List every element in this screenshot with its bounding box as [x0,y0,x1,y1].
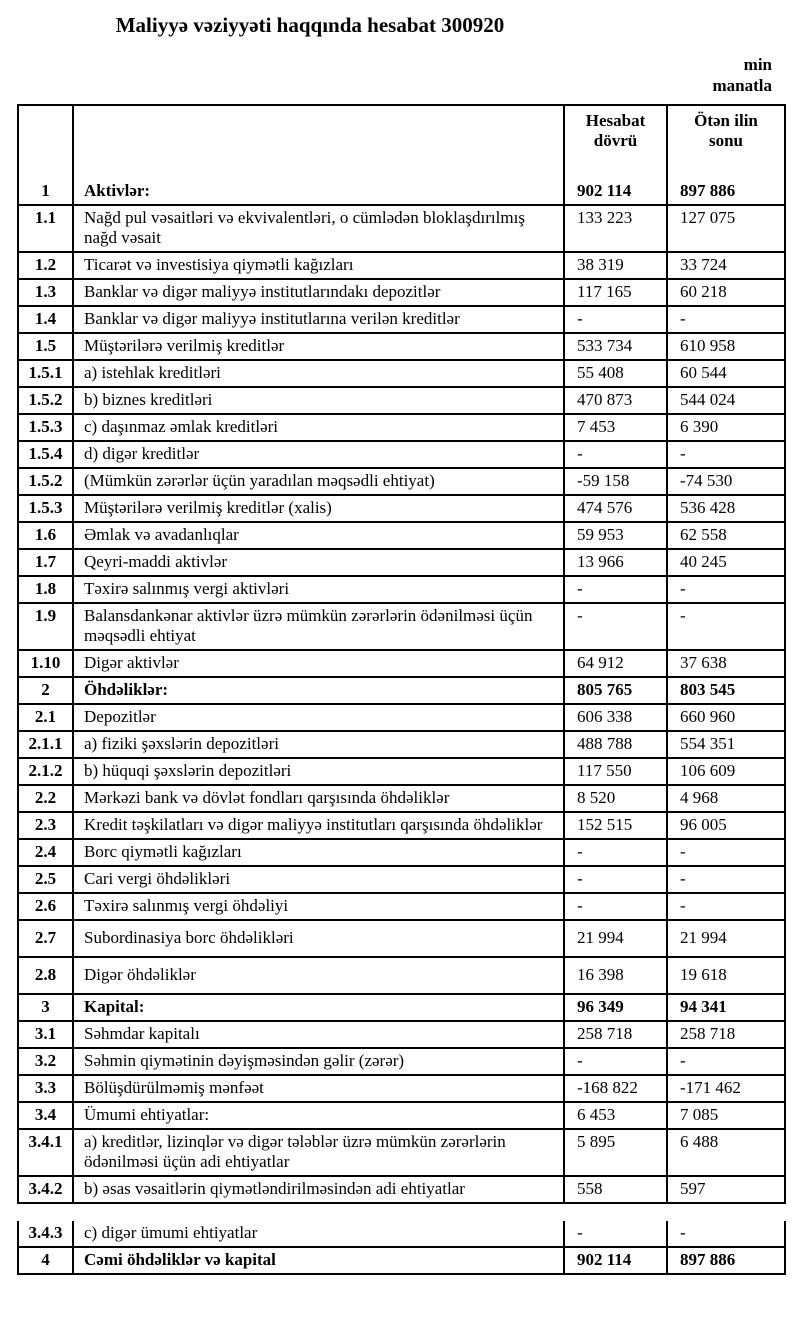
row-number: 3 [41,997,50,1016]
previous-year-value: - [666,1221,784,1246]
current-period-value: - [563,577,666,602]
current-period-value: 470 873 [563,388,666,413]
row-number: 3.3 [34,1078,57,1097]
row-label: Kapital: [72,995,563,1020]
row-number: 1.10 [30,653,61,672]
row-number: 1.5.1 [28,363,63,382]
table-row [19,305,784,332]
current-period-value: 8 520 [563,786,666,811]
table-row [19,838,784,865]
previous-year-value: 94 341 [666,995,784,1020]
row-label: Qeyri-maddi aktivlər [72,550,563,575]
row-number: 1.5 [34,336,57,355]
row-label: Digər aktivlər [72,651,563,676]
row-label: Təxirə salınmış vergi öhdəliyi [72,894,563,919]
row-number: 1.8 [34,579,57,598]
previous-year-value: 803 545 [666,678,784,703]
table-row [19,811,784,838]
previous-year-value: - [666,577,784,602]
row-label: Səhmdar kapitalı [72,1022,563,1047]
current-period-value: - [563,894,666,919]
table-header-row [19,106,784,179]
table-segment-2 [19,1221,784,1273]
current-period-value: - [563,1049,666,1074]
row-number: 4 [41,1250,50,1269]
row-label: Borc qiymətli kağızları [72,840,563,865]
previous-year-value: 4 968 [666,786,784,811]
table-row [19,730,784,757]
current-period-value: 7 453 [563,415,666,440]
row-label: Səhmin qiymətinin dəyişməsindən gəlir (zərər) [72,1049,563,1074]
previous-year-value: 60 218 [666,280,784,305]
header-label [72,106,563,179]
previous-year-value: 60 544 [666,361,784,386]
row-number: 1.5.3 [28,498,63,517]
previous-year-value: - [666,307,784,332]
row-number: 2.1 [34,707,57,726]
row-label: Depozitlər [72,705,563,730]
row-number: 1.5.4 [28,444,63,463]
header-previous-year: Ötən ilin sonu [666,106,784,179]
table-row [19,757,784,784]
current-period-value: 902 114 [563,179,666,204]
row-label: a) fiziki şəxslərin depozitləri [72,732,563,757]
header-row-number [19,106,72,179]
row-number: 3.4.2 [28,1179,63,1198]
previous-year-value: 37 638 [666,651,784,676]
row-number: 1.5.3 [28,417,63,436]
previous-year-value: 597 [666,1177,784,1202]
current-period-value: 133 223 [563,206,666,251]
previous-year-value: 21 994 [666,921,784,956]
previous-year-value: - [666,442,784,467]
row-number: 1.7 [34,552,57,571]
current-period-value: 5 895 [563,1130,666,1175]
row-number: 1.4 [34,309,57,328]
row-label: Banklar və digər maliyyə institutlarındakı depozitlər [72,280,563,305]
table-row [19,1128,784,1175]
row-label: Balansdankənar aktivlər üzrə mümkün zərərlərin ödənilməsi üçün məqsədli ehtiyat [72,604,563,649]
financial-table [17,104,786,1204]
current-period-value: 38 319 [563,253,666,278]
current-period-value: 258 718 [563,1022,666,1047]
row-label: Öhdəliklər: [72,678,563,703]
table-row [19,1020,784,1047]
previous-year-value: 127 075 [666,206,784,251]
table-row [19,575,784,602]
row-number: 2.1.2 [28,761,63,780]
page-title: Maliyyə vəziyyəti haqqında hesabat 300920 [115,13,505,37]
table-row [19,413,784,440]
current-period-value: 55 408 [563,361,666,386]
current-period-value: 533 734 [563,334,666,359]
previous-year-value: 96 005 [666,813,784,838]
row-label: b) əsas vəsaitlərin qiymətləndirilməsindən adi ehtiyatlar [72,1177,563,1202]
row-number: 2 [41,680,50,699]
table-row [19,1175,784,1202]
previous-year-value: 258 718 [666,1022,784,1047]
current-period-value: 21 994 [563,921,666,956]
previous-year-value: -171 462 [666,1076,784,1101]
previous-year-value: - [666,1049,784,1074]
row-label: Subordinasiya borc öhdəlikləri [72,921,563,956]
table-row [19,494,784,521]
row-label: Əmlak və avadanlıqlar [72,523,563,548]
table-row [19,251,784,278]
table-row [19,548,784,575]
row-number: 3.4 [34,1105,57,1124]
previous-year-value: - [666,840,784,865]
row-label: Müştərilərə verilmiş kreditlər [72,334,563,359]
row-number: 2.3 [34,815,57,834]
row-number: 1.3 [34,282,57,301]
current-period-value: 558 [563,1177,666,1202]
row-label: Cəmi öhdəliklər və kapital [72,1248,563,1273]
table-row [19,179,784,204]
financial-table-continuation [17,1221,786,1275]
page-break-gap [0,1204,800,1213]
table-row [19,1221,784,1246]
table-row [19,993,784,1020]
current-period-value: 117 165 [563,280,666,305]
row-number: 2.2 [34,788,57,807]
previous-year-value: 660 960 [666,705,784,730]
row-label: Banklar və digər maliyyə institutlarına verilən kreditlər [72,307,563,332]
row-number: 2.5 [34,869,57,888]
current-period-value: 902 114 [563,1248,666,1273]
row-label: Aktivlər: [72,179,563,204]
current-period-value: 606 338 [563,705,666,730]
current-period-value: 13 966 [563,550,666,575]
row-number: 2.8 [34,965,57,984]
table-row [19,703,784,730]
previous-year-value: 897 886 [666,1248,784,1273]
previous-year-value: 554 351 [666,732,784,757]
current-period-value: 96 349 [563,995,666,1020]
row-number: 1 [41,181,50,200]
row-label: Nağd pul vəsaitləri və ekvivalentləri, o cümlədən bloklaşdırılmış nağd vəsait [72,206,563,251]
previous-year-value: - [666,604,784,649]
row-number: 1.1 [34,208,57,227]
row-label: c) digər ümumi ehtiyatlar [72,1221,563,1246]
table-row [19,919,784,956]
table-row [19,1246,784,1273]
current-period-value: - [563,307,666,332]
current-period-value: 474 576 [563,496,666,521]
previous-year-value: 7 085 [666,1103,784,1128]
previous-year-value: - [666,867,784,892]
current-period-value: -59 158 [563,469,666,494]
current-period-value: 64 912 [563,651,666,676]
row-label: Müştərilərə verilmiş kreditlər (xalis) [72,496,563,521]
current-period-value: 488 788 [563,732,666,757]
table-row [19,676,784,703]
row-number: 3.4.3 [28,1223,63,1242]
row-label: Ticarət və investisiya qiymətli kağızları [72,253,563,278]
previous-year-value: - [666,894,784,919]
row-number: 2.1.1 [28,734,63,753]
previous-year-value: 40 245 [666,550,784,575]
previous-year-value: 536 428 [666,496,784,521]
row-number: 1.6 [34,525,57,544]
row-number: 2.4 [34,842,57,861]
table-row [19,892,784,919]
table-row [19,649,784,676]
table-row [19,1047,784,1074]
row-label: d) digər kreditlər [72,442,563,467]
row-number: 3.4.1 [28,1132,63,1151]
current-period-value: - [563,1221,666,1246]
previous-year-value: 19 618 [666,958,784,993]
row-number: 3.1 [34,1024,57,1043]
table-row [19,784,784,811]
row-label: a) istehlak kreditləri [72,361,563,386]
row-number: 2.7 [34,928,57,947]
row-label: Ümumi ehtiyatlar: [72,1103,563,1128]
current-period-value: 6 453 [563,1103,666,1128]
table-row [19,204,784,251]
row-label: Digər öhdəliklər [72,958,563,993]
row-label: a) kreditlər, lizinqlər və digər tələblər üzrə mümkün zərərlərin ödənilməsi üçün adi ehtiyatlar [72,1130,563,1175]
header-current-period: Hesabat dövrü [563,106,666,179]
table-row [19,865,784,892]
row-label: b) biznes kreditləri [72,388,563,413]
table-row [19,956,784,993]
previous-year-value: 106 609 [666,759,784,784]
current-period-value: 59 953 [563,523,666,548]
table-row [19,1074,784,1101]
row-label: c) daşınmaz əmlak kreditləri [72,415,563,440]
row-number: 1.9 [34,606,57,625]
row-label: Cari vergi öhdəlikləri [72,867,563,892]
table-row [19,440,784,467]
table-row [19,359,784,386]
row-number: 2.6 [34,896,57,915]
table-row [19,467,784,494]
unit-note-text: min manatla [712,55,772,95]
row-label: Təxirə salınmış vergi aktivləri [72,577,563,602]
row-label: (Mümkün zərərlər üçün yaradılan məqsədli ehtiyat) [72,469,563,494]
current-period-value: 117 550 [563,759,666,784]
table-row [19,332,784,359]
row-label: Bölüşdürülməmiş mənfəət [72,1076,563,1101]
table-row [19,521,784,548]
previous-year-value: 610 958 [666,334,784,359]
table-row [19,1101,784,1128]
current-period-value: - [563,867,666,892]
row-number: 1.5.2 [28,390,63,409]
row-label: b) hüquqi şəxslərin depozitləri [72,759,563,784]
current-period-value: - [563,442,666,467]
current-period-value: -168 822 [563,1076,666,1101]
unit-note [0,54,772,96]
previous-year-value: -74 530 [666,469,784,494]
current-period-value: - [563,840,666,865]
previous-year-value: 33 724 [666,253,784,278]
previous-year-value: 6 390 [666,415,784,440]
table-row [19,602,784,649]
previous-year-value: 6 488 [666,1130,784,1175]
current-period-value: 152 515 [563,813,666,838]
row-label: Kredit təşkilatları və digər maliyyə institutları qarşısında öhdəliklər [72,813,563,838]
current-period-value: 805 765 [563,678,666,703]
previous-year-value: 897 886 [666,179,784,204]
table-segment-1 [19,179,784,1202]
current-period-value: 16 398 [563,958,666,993]
row-number: 1.2 [34,255,57,274]
previous-year-value: 62 558 [666,523,784,548]
table-row [19,278,784,305]
row-number: 3.2 [34,1051,57,1070]
row-number: 1.5.2 [28,471,63,490]
row-label: Mərkəzi bank və dövlət fondları qarşısında öhdəliklər [72,786,563,811]
previous-year-value: 544 024 [666,388,784,413]
current-period-value: - [563,604,666,649]
table-row [19,386,784,413]
